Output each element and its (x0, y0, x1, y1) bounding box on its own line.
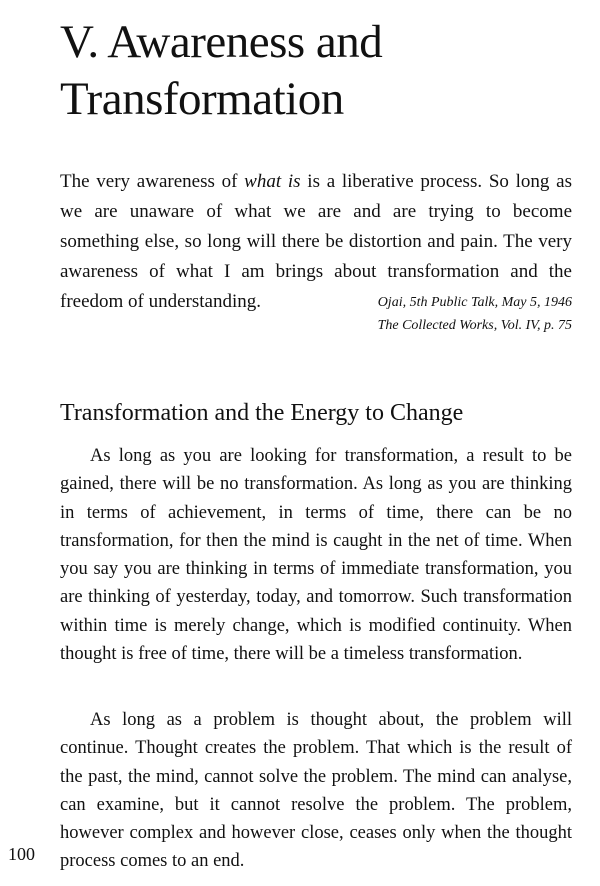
body-paragraph-2: As long as a problem is thought about, the problem will continue. Thought creates the problem. That which is the result of the past, the mind, cannot solve the problem. The mind can analyse, can examine, but it cannot resolve the problem. The problem, however complex and however close, ceases only when the thought process comes to an end. (60, 710, 572, 872)
citation-source: Ojai, 5th Public Talk, May 5, 1946 (377, 295, 572, 310)
intro-emphasis: what is (244, 171, 301, 192)
page-title: V. Awareness and Transformation (60, 16, 383, 125)
citation-reference: The Collected Works, Vol. IV, p. 75 (377, 318, 572, 333)
section-heading: Transformation and the Energy to Change (60, 400, 464, 426)
intro-text-end: is a liberative process. So long as we are unaware of what we are and are trying to become something else, so long will there be distortion and pain. The very awareness of what I am brings about transformation and the freedom of understanding. (60, 171, 572, 312)
page-number: 100 (8, 844, 35, 864)
intro-text-start: The very awareness of (60, 171, 245, 192)
citation (378, 291, 572, 337)
body-paragraph-1: As long as you are looking for transformation, a result to be gained, there will be no transformation. As long as you are thinking in terms of achievement, in terms of time, there can be no transformation, for then the mind is caught in the net of time. When you say you are thinking in terms of immediate transformation, you are thinking of yesterday, today, and tomorrow. Such transformation within time is merely change, which is modified continuity. When thought is free of time, there will be a timeless transformation. (60, 446, 572, 665)
